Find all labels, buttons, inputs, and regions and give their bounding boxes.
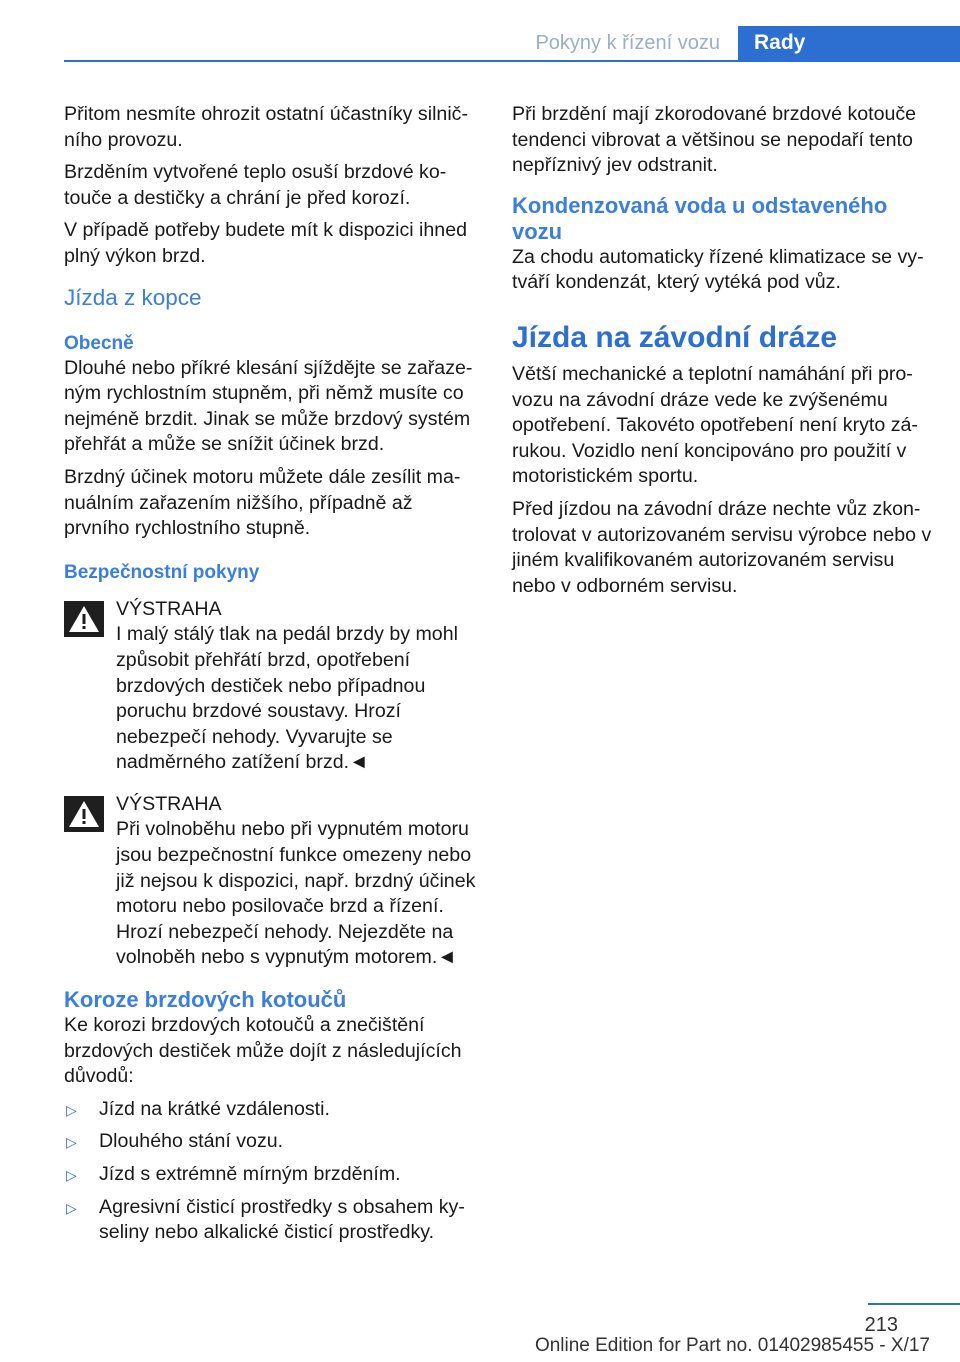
left-column xyxy=(64,102,482,1253)
paragraph: Při brzdění mají zkorodované brzdové kotouče tendenci vibrovat a většinou se nepodaří tento nepříznivý jev odstranit. xyxy=(512,103,917,177)
header-section-title: Pokyny k řízení vozu xyxy=(535,32,720,54)
bullet-triangle-icon: ▷ xyxy=(66,1134,77,1151)
subheading-condensation: Kondenzovaná voda u odstaveného vozu xyxy=(512,192,888,244)
warning-title: VÝSTRAHA xyxy=(116,597,222,620)
subheading-general: Obecně xyxy=(64,332,134,354)
bullet-triangle-icon: ▷ xyxy=(66,1101,77,1118)
warning-box xyxy=(64,792,482,971)
footer-rule xyxy=(868,1303,960,1305)
warning-text: I malý stálý tlak na pedál brzdy by mohl způsobit přehřátí brzd, opotřebení brzdových destiček nebo případnou poruchu brzdové soustavy. Hrozí nebezpečí nehody. Vyvarujte se nadměrného zatížení brzd.◄ xyxy=(116,623,458,774)
page-number: 213 xyxy=(864,1314,898,1336)
list-item: ▷ Agresivní čisticí prostředky s obsahem kyseliny nebo alkalické čisticí prostředky. xyxy=(66,1195,465,1244)
warning-icon xyxy=(64,601,104,637)
paragraph: Přitom nesmíte ohrozit ostatní účastníky silničního provozu. xyxy=(64,103,469,151)
bullet-triangle-icon: ▷ xyxy=(66,1199,77,1216)
list-item: ▷ Dlouhého stání vozu. xyxy=(64,1129,482,1155)
section-heading-downhill: Jízda z kopce xyxy=(64,284,202,310)
paragraph: Ke korozi brzdových kotoučů a znečištění brzdových destiček může dojít z následujících důvodů: xyxy=(64,1014,462,1088)
paragraph: Za chodu automaticky řízené klimatizace se vytváří kondenzát, který vytéká pod vůz. xyxy=(512,245,924,294)
list-item: ▷ Jízd s extrémně mírným brzděním. xyxy=(64,1162,482,1188)
paragraph: Větší mechanické a teplotní namáhání při provozu na závodní dráze vede ke zvýšenému opotřebení. Takovéto opotřebení není kryto zárukou. Vozidlo není koncipováno pro použití v motoristickém sportu. xyxy=(512,362,918,488)
paragraph: V případě potřeby budete mít k dispozici ihned plný výkon brzd. xyxy=(64,219,468,267)
subheading-safety: Bezpečnostní pokyny xyxy=(64,561,260,583)
list-item: ▷ Jízd na krátké vzdálenosti. xyxy=(64,1097,482,1123)
footer-edition: Online Edition for Part no. 01402985455 - X/17 xyxy=(534,1335,930,1356)
bullet-list xyxy=(64,1097,482,1246)
subheading-corrosion: Koroze brzdových kotoučů xyxy=(64,987,347,1013)
warning-text: Při volnoběhu nebo při vypnutém motoru jsou bezpečnostní funkce omezeny nebo již nejsou k dispozici, např. brzdný účinek motoru nebo posilovače brzd a řízení. Hrozí nebezpečí nehody. Nejezděte na volnoběh nebo s vypnutým motorem.◄ xyxy=(116,818,476,969)
bullet-triangle-icon: ▷ xyxy=(66,1167,77,1183)
paragraph: Brzděním vytvořené teplo osuší brzdové kotouče a destičky a chrání je před korozí. xyxy=(64,161,447,209)
paragraph: Dlouhé nebo příkré klesání sjíždějte se zařazeným rychlostním stupněm, při němž musíte co nejméně brzdit. Jinak se může brzdový systém přehřát a může se snížit účinek brzd. xyxy=(64,356,473,456)
right-column xyxy=(512,102,932,606)
warning-title: VÝSTRAHA xyxy=(116,792,222,815)
paragraph: Brzdný účinek motoru můžete dále zesílit manuálním zařazením nižšího, případně až prvního rychlostního stupně. xyxy=(64,465,461,540)
warning-icon xyxy=(64,796,104,832)
header-tab-rady[interactable]: Rady xyxy=(738,26,960,60)
paragraph: Před jízdou na závodní dráze nechte vůz zkontrolovat v autorizovaném servisu výrobce nebo v jiném kvalifikovaném autorizovaném servisu nebo v odborném servisu. xyxy=(512,497,932,597)
header-rule xyxy=(64,60,960,62)
section-heading-racetrack: Jízda na závodní dráze xyxy=(512,320,838,354)
warning-box xyxy=(64,597,482,776)
